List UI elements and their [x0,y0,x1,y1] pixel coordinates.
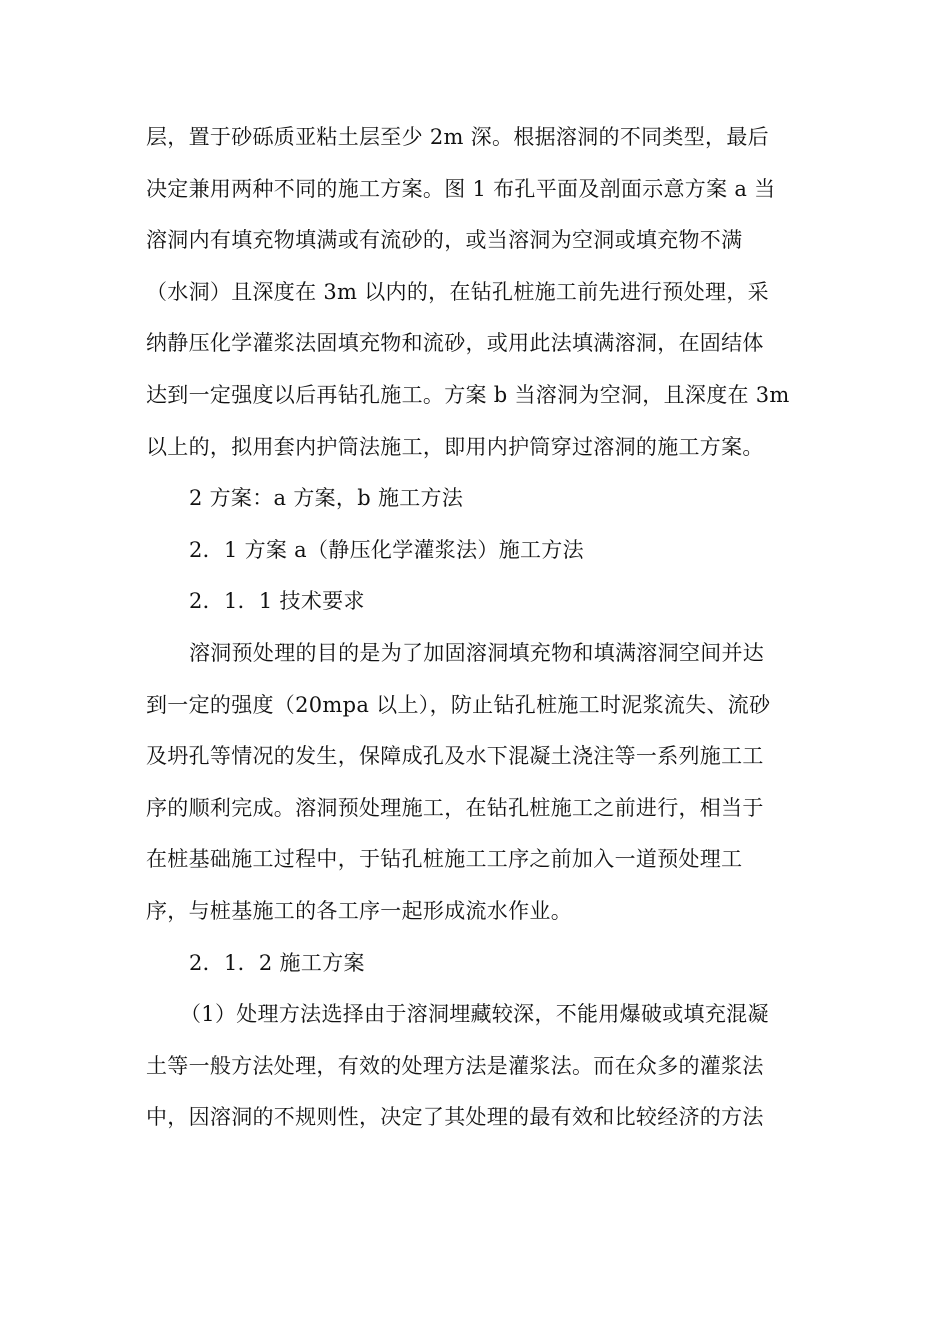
subsubsection-heading: 2．1．2 施工方案 [189,950,365,975]
subsubsection-heading: 2．1．1 技术要求 [189,589,365,614]
paragraph-line: 达到一定强度以后再钻孔施工。方案 b 当溶洞为空洞，且深度在 3m [146,382,790,407]
paragraph-line: 纳静压化学灌浆法固填充物和流砂，或用此法填满溶洞，在固结体 [146,331,764,356]
subsection-heading: 2．1 方案 a（静压化学灌浆法）施工方法 [189,537,584,562]
paragraph-line: 中，因溶洞的不规则性，决定了其处理的最有效和比较经济的方法 [146,1105,764,1130]
paragraph-line: （1）处理方法选择由于溶洞埋藏较深，不能用爆破或填充混凝 [180,1002,769,1027]
paragraph-line: 到一定的强度（20mpa 以上），防止钻孔桩施工时泥浆流失、流砂 [146,692,771,717]
paragraph-line: 及坍孔等情况的发生，保障成孔及水下混凝土浇注等一系列施工工 [146,744,764,769]
paragraph-line: 溶洞预处理的目的是为了加固溶洞填充物和填满溶洞空间并达 [189,640,765,665]
paragraph-line: 土等一般方法处理，有效的处理方法是灌浆法。而在众多的灌浆法 [146,1053,764,1078]
paragraph-line: 溶洞内有填充物填满或有流砂的，或当溶洞为空洞或填充物不满 [146,228,743,253]
paragraph-line: 以上的，拟用套内护筒法施工，即用内护筒穿过溶洞的施工方案。 [146,434,764,459]
paragraph-line: （水洞）且深度在 3m 以内的，在钻孔桩施工前先进行预处理，采 [146,279,769,304]
paragraph-line: 在桩基础施工过程中，于钻孔桩施工工序之前加入一道预处理工 [146,847,743,872]
document-body [146,118,806,1150]
paragraph-line: 序，与桩基施工的各工序一起形成流水作业。 [146,898,572,923]
paragraph-line: 序的顺利完成。溶洞预处理施工，在钻孔桩施工之前进行，相当于 [146,795,764,820]
paragraph-line: 决定兼用两种不同的施工方案。图 1 布孔平面及剖面示意方案 a 当 [146,176,776,201]
paragraph-line: 层，置于砂砾质亚粘土层至少 2m 深。根据溶洞的不同类型，最后 [146,125,769,149]
section-heading: 2 方案：a 方案，b 施工方法 [189,486,464,511]
